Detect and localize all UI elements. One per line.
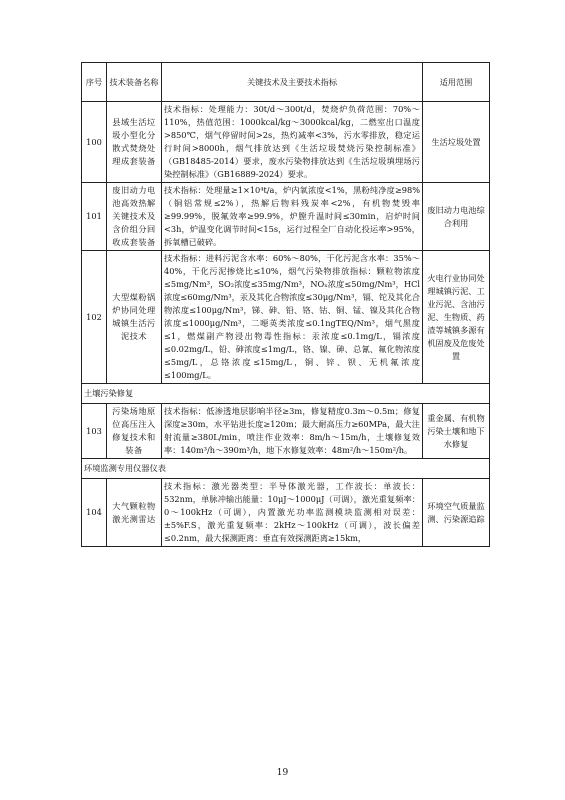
section-title: 土壤污染修复 <box>82 384 490 404</box>
table-row <box>82 102 490 183</box>
row-number: 102 <box>82 251 107 384</box>
header-name: 技术装备名称 <box>107 63 162 102</box>
table-row <box>82 183 490 251</box>
equipment-name: 大型煤粉锅炉协同处理城镇生活污泥技术 <box>107 251 162 384</box>
technical-indicators: 技术指标：低渗透地层影响半径≥3m，修复精度0.3m～0.5m；修复深度≥30m，水平钻进长度≥120m；最大耐高压力≥60MPa，最大注射流量≥380L/min，喷注作业效率：8m/h～15m/h，土壤修复效率：140m³/h～390m³/h，地下水修复效率：48m²/h～150m²/h。 <box>162 404 423 459</box>
application-scope: 环境空气质量监测、污染源追踪 <box>423 479 490 547</box>
technical-indicators: 技术指标：处理量≥1×10⁴t/a，炉内氧浓度<1%，黑粉纯净度≥98%（铜铝常规≤2%），热解后物料残炭率<2%，有机物焚毁率≥99.99%，脱氟效率≥99.9%，炉膛升温时间≤30min，启炉时间<3h，炉温变化调节时间<15s，运行过程全厂自动化投运率>95%，拆氧槽已破碎。 <box>162 183 423 251</box>
table-row <box>82 251 490 384</box>
table-header-row <box>82 63 490 102</box>
row-number: 103 <box>82 404 107 459</box>
row-number: 104 <box>82 479 107 547</box>
page-number: 19 <box>276 768 289 778</box>
equipment-catalog-table <box>81 62 490 547</box>
equipment-name: 县域生活垃圾小型化分散式焚烧处理成套装备 <box>107 102 162 183</box>
application-scope: 生活垃圾处置 <box>423 102 490 183</box>
equipment-name: 废旧动力电池高效热解关键技术及含价组分回收成套装备 <box>107 183 162 251</box>
equipment-name: 污染场地原位高压注入修复技术和装备 <box>107 404 162 459</box>
technical-indicators: 技术指标：处理能力：30t/d～300t/d，焚烧炉负荷范围：70%～110%，热值范围：1000kcal/kg～3000kcal/kg，二燃室出口温度>850℃，烟气停留时间>2s，热灼减率<3%，污水零排放，稳定运行时间>8000h，烟气排放达到《生活垃圾焚烧污染控制标准》（GB18485-2014）要求，废水污染物排放达到《生活垃圾填埋场污染控制标准》（GB16889-2024）要求。 <box>162 102 423 183</box>
application-scope: 废旧动力电池综合利用 <box>423 183 490 251</box>
header-scope: 适用范围 <box>423 63 490 102</box>
header-tech: 关键技术及主要技术指标 <box>162 63 423 102</box>
equipment-name: 大气颗粒物激光测雷达 <box>107 479 162 547</box>
table-row <box>82 404 490 459</box>
application-scope: 火电行业协同处理城镇污泥、工业污泥、含油污泥、生物质、药渣等城镇多源有机固废及危废处置 <box>423 251 490 384</box>
header-no: 序号 <box>82 63 107 102</box>
table-row <box>82 479 490 547</box>
technical-indicators: 技术指标：进料污泥含水率：60%～80%，干化污泥含水率：35%～40%，干化污泥掺烧比≤10%，烟气污染物排放指标：颗粒物浓度≤5mg/Nm³，SO₂浓度≤35mg/Nm³，NOₓ浓度≤50mg/Nm³，HCl浓度≤60mg/Nm³，汞及其化合物浓度≤30μg/Nm³，镉、铊及其化合物浓度≤100μg/Nm³，锑、砷、铅、铬、钴、铜、锰、镍及其化合物浓度≤1000μg/Nm³，二噁英类浓度≤0.1ngTEQ/Nm³，烟气黑度≤1，燃煤副产物浸出物毒性指标：汞浓度≤0.1mg/L，镉浓度≤0.02mg/L，铅、砷浓度≤1mg/L，铬、镍、砷、总氰、氟化物浓度≤5mg/L，总铬浓度≤15mg/L，铜、锌、钡、无机氟浓度≤100mg/L。 <box>162 251 423 384</box>
section-heading-monitoring <box>82 459 490 479</box>
technical-indicators: 技术指标：激光器类型：半导体激光器，工作波长：单波长：532nm，单脉冲输出能量：10μJ～1000μJ（可调），激光重复频率：0～100kHz（可调），内置激光功率监测模块监测相对误差：±5%F.S，激光重复频率：2kHz～100kHz（可调），波长偏差≤0.2nm，最大探测距离：垂直有效探测距离≥15km， <box>162 479 423 547</box>
row-number: 100 <box>82 102 107 183</box>
row-number: 101 <box>82 183 107 251</box>
section-title: 环境监测专用仪器仪表 <box>82 459 490 479</box>
section-heading-soil <box>82 384 490 404</box>
application-scope: 重金属、有机物污染土壤和地下水修复 <box>423 404 490 459</box>
